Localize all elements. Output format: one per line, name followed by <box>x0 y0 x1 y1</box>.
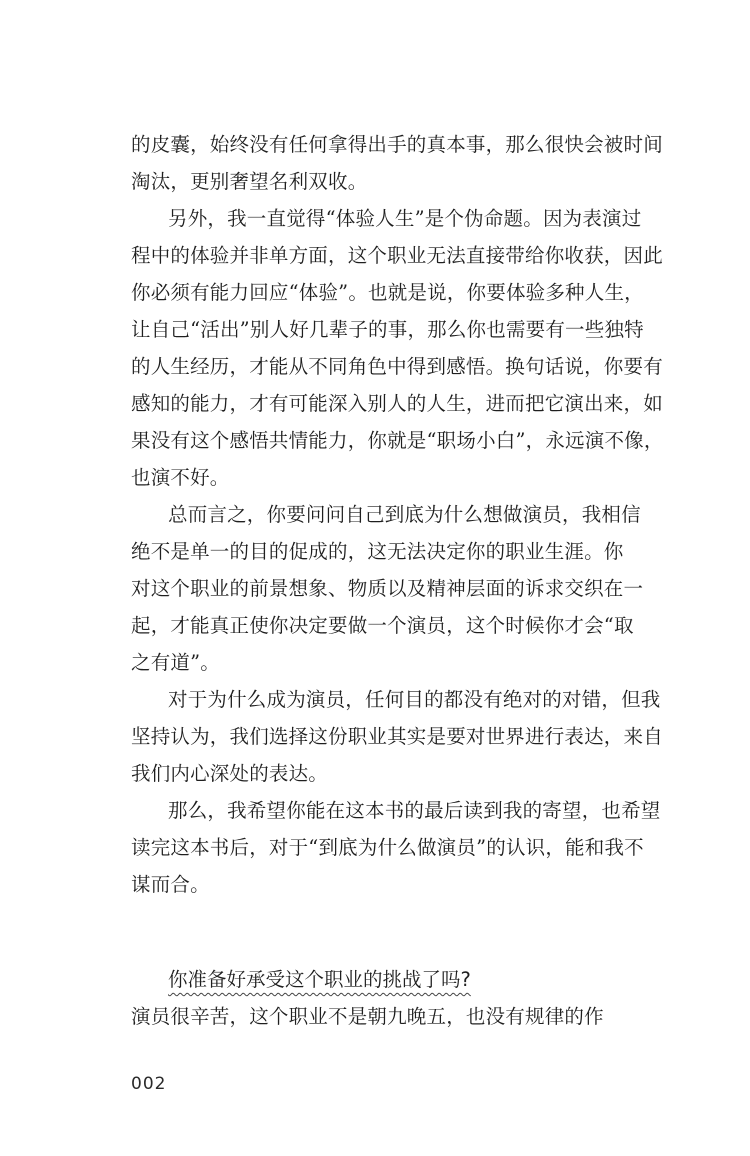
text-line: 感知的能力，才有可能深入别人的人生，进而把它演出来，如 <box>131 392 663 415</box>
section-heading-text: 你准备好承受这个职业的挑战了吗? <box>168 968 471 991</box>
text-line: 程中的体验并非单方面，这个职业无法直接带给你收获，因此 <box>131 244 663 267</box>
text-line: 谋而合。 <box>131 873 210 896</box>
page-number: 002 <box>131 1074 167 1094</box>
text-line: 坚持认为，我们选择这份职业其实是要对世界进行表达，来自 <box>131 725 663 748</box>
text-line: 对这个职业的前景想象、物质以及精神层面的诉求交织在一 <box>131 577 644 600</box>
paragraph-start-line: 总而言之，你要问问自己到底为什么想做演员，我相信 <box>168 503 641 526</box>
text-line: 也演不好。 <box>131 466 230 489</box>
text-line: 起，才能真正使你决定要做一个演员，这个时候你才会“取 <box>131 614 634 637</box>
section-gap <box>131 903 611 961</box>
section-heading <box>131 961 611 998</box>
text-line: 读完这本书后，对于“到底为什么做演员”的认识，能和我不 <box>131 836 644 859</box>
paragraph-start-line: 那么，我希望你能在这本书的最后读到我的寄望，也希望 <box>168 799 661 822</box>
text-line: 让自己“活出”别人好几辈子的事，那么你也需要有一些独特 <box>131 318 644 341</box>
text-line: 你必须有能力回应“体验”。也就是说，你要体验多种人生， <box>131 281 644 304</box>
text-line: 演员很辛苦，这个职业不是朝九晚五，也没有规律的作 <box>131 1005 604 1028</box>
text-line: 绝不是单一的目的促成的，这无法决定你的职业生涯。你 <box>131 540 624 563</box>
paragraph-start-line: 另外，我一直觉得“体验人生”是个伪命题。因为表演过 <box>168 207 642 230</box>
text-line: 我们内心深处的表达。 <box>131 762 329 785</box>
body-text <box>131 126 664 1035</box>
text-line: 之有道”。 <box>131 651 220 674</box>
text-line: 的人生经历，才能从不同角色中得到感悟。换句话说，你要有 <box>131 355 663 378</box>
paragraph-start-line: 对于为什么成为演员，任何目的都没有绝对的对错，但我 <box>168 688 661 711</box>
text-line: 淘汰，更别奢望名利双收。 <box>131 170 368 193</box>
text-line: 的皮囊，始终没有任何拿得出手的真本事，那么很快会被时间 <box>131 133 663 156</box>
text-line: 果没有这个感悟共情能力，你就是“职场小白”，永远演不像， <box>131 429 664 452</box>
